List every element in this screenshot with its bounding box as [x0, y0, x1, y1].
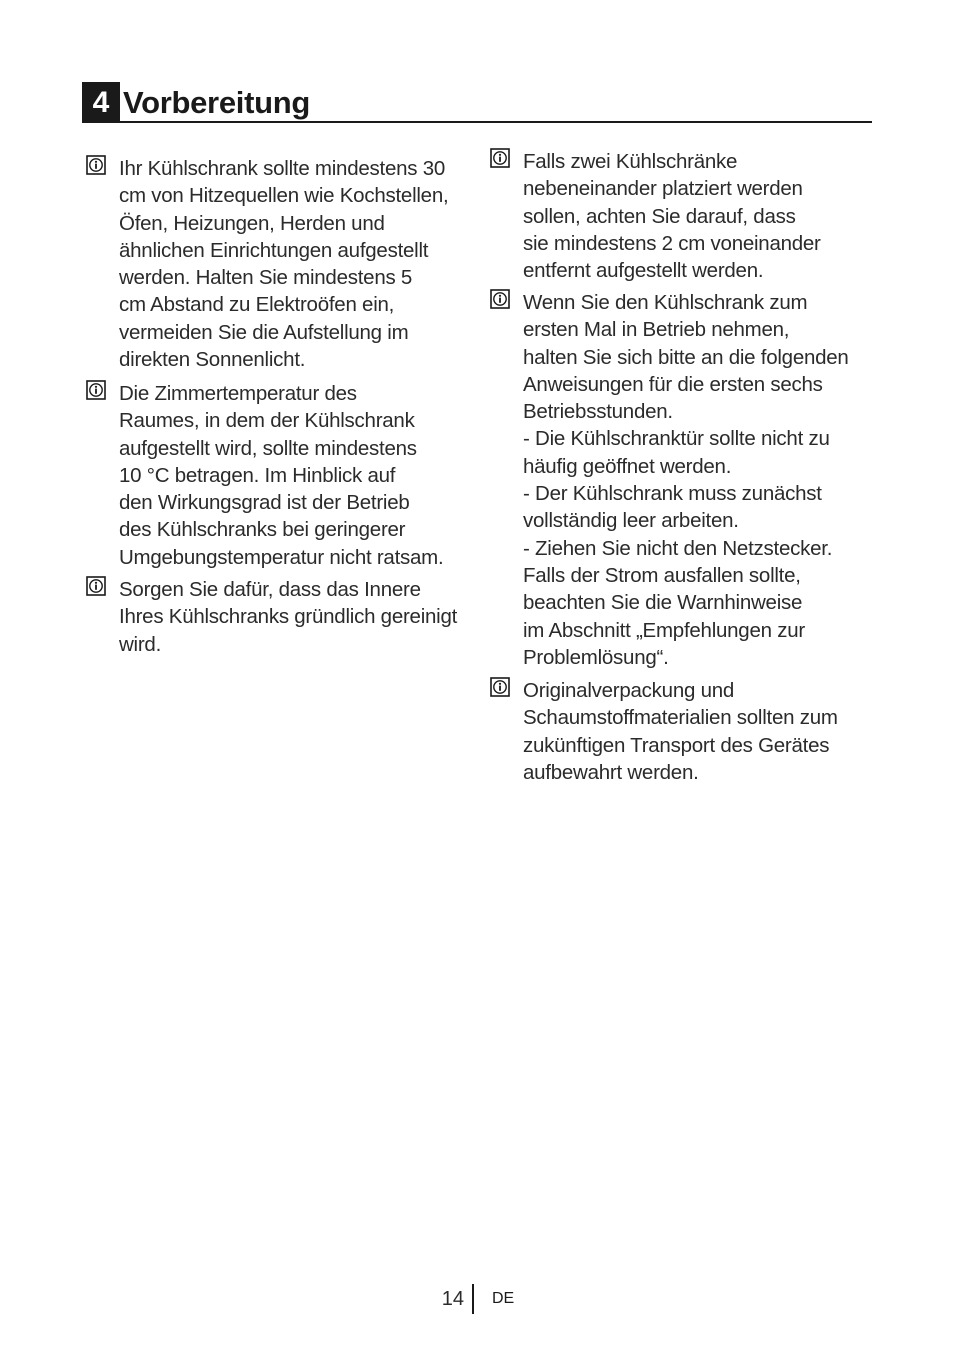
- footer-divider: [472, 1284, 474, 1314]
- note-text: Sorgen Sie dafür, dass das Innere Ihres Kühlschranks gründlich gereinigt wird.: [119, 578, 458, 656]
- info-icon: [86, 576, 106, 596]
- note-text: Ihr Kühlschrank sollte mindestens 30 cm von Hitzequellen wie Kochstellen, Öfen, Heizungen, Herden und ähnlichen Einrichtungen aufgestellt werden. Halten Sie mindestens 5 cm Abstand zu Elektroöfen ein, vermeiden Sie die Aufstellung im direkten Sonnenlicht.: [119, 157, 449, 372]
- note-text: Falls zwei Kühlschränke nebeneinander platziert werden sollen, achten Sie darauf, dass sie mindestens 2 cm voneinander entfernt aufgestellt werden.: [523, 150, 821, 283]
- note-text: Die Zimmertemperatur des Raumes, in dem der Kühlschrank aufgestellt wird, sollte mindestens 10 °C betragen. Im Hinblick auf den Wirkungsgrad ist der Betrieb des Kühlschranks bei geringerer Umgebungstemperatur nicht ratsam.: [119, 382, 444, 569]
- note-text: Wenn Sie den Kühlschrank zum ersten Mal in Betrieb nehmen, halten Sie sich bitte an die folgenden Anweisungen für die ersten sechs Betriebsstunden. - Die Kühlschranktür sollte nicht zu häufig geöffnet werden. - Der Kühlschrank muss zunächst vollständig leer arbeiten. - Ziehen Sie nicht den Netzstecker. Falls der Strom ausfallen sollte, beachten Sie die Warnhinweise im Abschnitt „Empfehlungen zur Problemlösung“.: [523, 291, 849, 669]
- chapter-title: Vorbereitung: [123, 85, 311, 120]
- note-text: Originalverpackung und Schaumstoffmaterialien sollten zum zukünftigen Transport des Gerätes aufbewahrt werden.: [523, 679, 838, 784]
- language-code: DE: [492, 1290, 515, 1307]
- info-icon: [490, 289, 510, 309]
- info-icon: [490, 148, 510, 168]
- info-icon: [86, 155, 106, 175]
- section-header: [82, 82, 872, 123]
- chapter-number: 4: [82, 82, 120, 123]
- info-icon: [490, 677, 510, 697]
- info-icon: [86, 380, 106, 400]
- page-footer: [0, 1284, 954, 1314]
- page-number: 14: [441, 1288, 464, 1310]
